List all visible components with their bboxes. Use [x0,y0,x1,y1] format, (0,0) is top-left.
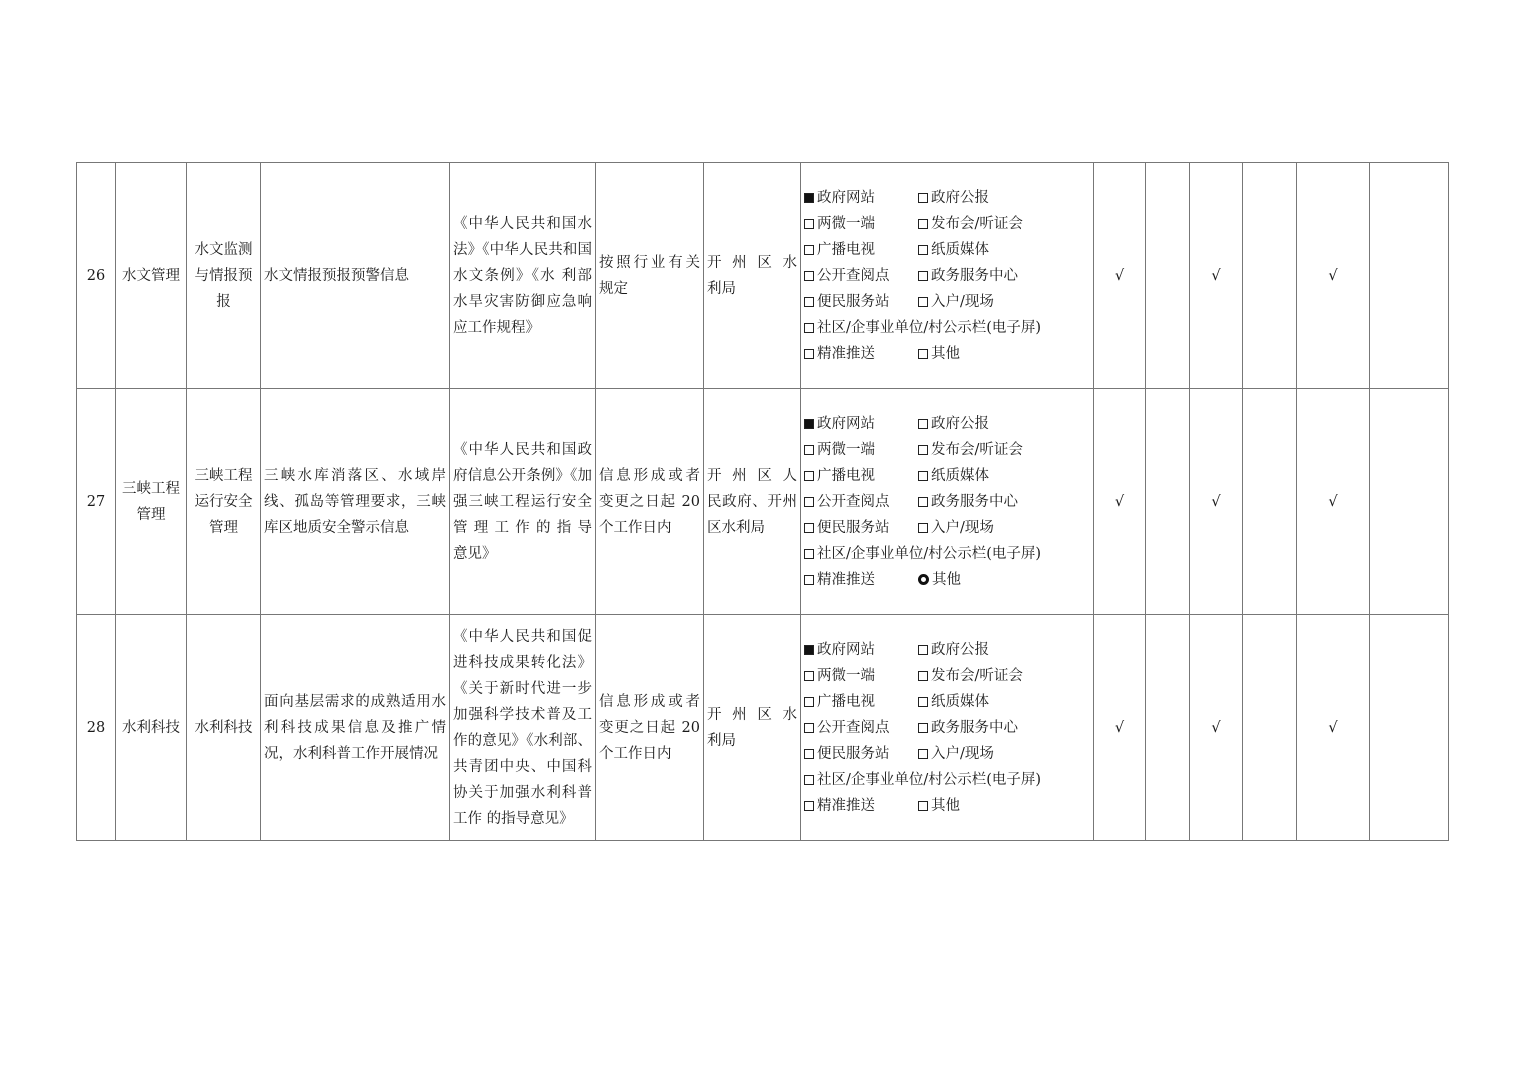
checkbox-icon [918,219,928,229]
channel-press: 发布会/听证会 [918,211,1023,237]
legal-basis: 《中华人民共和国政府信息公开条例》《加强三峡工程运行安全管 理 工 作 的 指 导 意见》 [450,389,596,615]
checkbox-icon [918,497,928,507]
check-mark-cell: √ [1297,163,1370,389]
channel-service-station: 便民服务站 [804,741,918,767]
check-mark-cell: √ [1094,615,1146,841]
disclosure-content: 水文情报预报预警信息 [261,163,450,389]
checked-box-icon [804,193,814,203]
checkbox-icon [918,697,928,707]
checkbox-icon [918,349,928,359]
checkbox-icon [918,723,928,733]
channel-gov-website: 政府网站 [804,637,918,663]
channel-two-micro: 两微一端 [804,663,918,689]
channel-service-center: 政务服务中心 [918,263,1018,289]
channel-press: 发布会/听证会 [918,663,1023,689]
row-number: 27 [77,389,116,615]
checkbox-icon [918,801,928,811]
secondary-category: 三峡工程运行安全管理 [187,389,261,615]
channel-other: 其他 [918,341,960,367]
checkbox-icon [804,297,814,307]
checkbox-icon [804,323,814,333]
checkbox-icon [918,645,928,655]
disclosure-content: 三峡水库消落区、水域岸线、孤岛等管理要求，三峡库区地质安全警示信息 [261,389,450,615]
legal-basis: 《中华人民共和国水法》《中华人民共和国水文条例》《水 利部水旱灾害防御应急响应工作规程》 [450,163,596,389]
empty-cell [1146,389,1190,615]
disclosure-time: 按照行业有关规定 [596,163,704,389]
channel-two-micro: 两微一端 [804,437,918,463]
channel-gov-gazette: 政府公报 [918,185,989,211]
channel-bulletin: 社区/企事业单位/村公示栏(电子屏) [804,315,1041,341]
channel-bulletin: 社区/企事业单位/村公示栏(电子屏) [804,767,1041,793]
channel-push: 精准推送 [804,341,918,367]
channel-service-center: 政务服务中心 [918,489,1018,515]
channel-door-to-door: 入户/现场 [918,741,994,767]
checkbox-icon [804,775,814,785]
disclosure-subject: 开 州 区 水 利局 [704,163,801,389]
selected-radio-icon [918,574,929,585]
checkbox-icon [804,671,814,681]
channel-gov-gazette: 政府公报 [918,411,989,437]
disclosure-channels [801,389,1094,615]
channel-other: 其他 [918,793,960,819]
empty-cell [1146,163,1190,389]
checkbox-icon [804,471,814,481]
disclosure-channels [801,615,1094,841]
channel-gov-gazette: 政府公报 [918,637,989,663]
disclosure-subject: 开 州 区 人 民政府、开州区水利局 [704,389,801,615]
secondary-category: 水文监测与情报预报 [187,163,261,389]
checkbox-icon [804,497,814,507]
channel-paper: 纸质媒体 [918,463,989,489]
table-row [77,615,1449,841]
table-row [77,163,1449,389]
channel-service-station: 便民服务站 [804,289,918,315]
checkbox-icon [918,671,928,681]
checkbox-icon [804,749,814,759]
channel-bulletin: 社区/企事业单位/村公示栏(电子屏) [804,541,1041,567]
checkbox-icon [804,245,814,255]
channel-press: 发布会/听证会 [918,437,1023,463]
primary-category: 水文管理 [116,163,187,389]
checkbox-icon [804,575,814,585]
checkbox-icon [918,297,928,307]
check-mark-cell: √ [1297,615,1370,841]
channel-reading-point: 公开查阅点 [804,715,918,741]
primary-category: 三峡工程管理 [116,389,187,615]
row-number: 26 [77,163,116,389]
checkbox-icon [918,419,928,429]
channel-reading-point: 公开查阅点 [804,489,918,515]
empty-cell [1146,615,1190,841]
disclosure-table [76,162,1449,841]
checkbox-icon [918,271,928,281]
empty-cell [1243,615,1297,841]
checkbox-icon [918,523,928,533]
channel-paper: 纸质媒体 [918,689,989,715]
disclosure-time: 信息形成或者变更之日起 20个工作日内 [596,389,704,615]
checkbox-icon [804,801,814,811]
channel-service-center: 政务服务中心 [918,715,1018,741]
channel-door-to-door: 入户/现场 [918,515,994,541]
empty-cell [1370,163,1449,389]
channel-broadcast: 广播电视 [804,237,918,263]
row-number: 28 [77,615,116,841]
checkbox-icon [804,445,814,455]
empty-cell [1243,163,1297,389]
disclosure-channels [801,163,1094,389]
channel-broadcast: 广播电视 [804,689,918,715]
channel-paper: 纸质媒体 [918,237,989,263]
channel-two-micro: 两微一端 [804,211,918,237]
channel-other: 其他 [918,567,961,593]
checked-box-icon [804,419,814,429]
secondary-category: 水利科技 [187,615,261,841]
checkbox-icon [918,193,928,203]
checkbox-icon [918,445,928,455]
channel-service-station: 便民服务站 [804,515,918,541]
checkbox-icon [804,549,814,559]
channel-gov-website: 政府网站 [804,411,918,437]
checkbox-icon [918,245,928,255]
disclosure-time: 信息形成或者变更之日起 20个工作日内 [596,615,704,841]
checkbox-icon [804,219,814,229]
empty-cell [1370,389,1449,615]
checkbox-icon [804,271,814,281]
legal-basis: 《中华人民共和国促进科技成果转化法》《关于新时代进一步加强科学技术普及工作的意见》《水利部、共青团中央、中国科协关于加强水利科普工作 的指导意见》 [450,615,596,841]
check-mark-cell: √ [1190,163,1243,389]
checkbox-icon [804,723,814,733]
channel-broadcast: 广播电视 [804,463,918,489]
checkbox-icon [804,349,814,359]
check-mark-cell: √ [1190,389,1243,615]
check-mark-cell: √ [1297,389,1370,615]
disclosure-content: 面向基层需求的成熟适用水利科技成果信息及推广情况，水利科普工作开展情况 [261,615,450,841]
check-mark-cell: √ [1094,389,1146,615]
checkbox-icon [804,697,814,707]
disclosure-subject: 开 州 区 水 利局 [704,615,801,841]
channel-gov-website: 政府网站 [804,185,918,211]
empty-cell [1370,615,1449,841]
empty-cell [1243,389,1297,615]
channel-reading-point: 公开查阅点 [804,263,918,289]
checkbox-icon [918,471,928,481]
checked-box-icon [804,645,814,655]
checkbox-icon [918,749,928,759]
primary-category: 水利科技 [116,615,187,841]
check-mark-cell: √ [1190,615,1243,841]
checkbox-icon [804,523,814,533]
channel-push: 精准推送 [804,793,918,819]
channel-door-to-door: 入户/现场 [918,289,994,315]
check-mark-cell: √ [1094,163,1146,389]
channel-push: 精准推送 [804,567,918,593]
table-row [77,389,1449,615]
